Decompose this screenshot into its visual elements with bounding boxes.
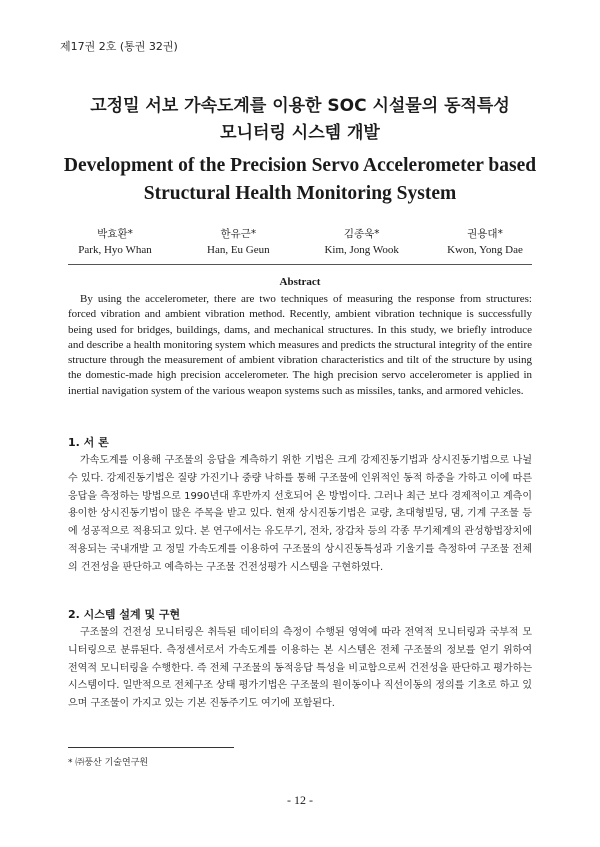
section-1-text: 가속도계를 이용해 구조물의 응답을 계측하기 위한 기법은 크게 강제진동기법과 상시진동기법으로 나뉠 수 있다. 강제진동기법은 질량 가진기나 중량 낙하를 통해 구조물에 인위적인 동적 하중을 가하고 이에 따른 응답을 측정하는 방법으로 1990년대 후반까지 선호되어 온 방법이다. 그러나 최근 보다 경제적이고 계측이 용이한 상시진동기법이 많은 주목을 받고 있다. 현재 상시진동기법은 교량, 초대형빌딩, 댐, 기계 구조물 등에 성공적으로 적용되고 있다. 본 연구에서는 유도무기, 전차, 장갑차 등의 각종 무기체계의 관성항법장치에 적용되는 국내개발 고 정밀 가속도계를 이용하여 구조물의 상시진동특성과 기울기를 측정하여 구조물 전체의 건전성을 판단하고 예측하는 구조물 건전성평가 시스템을 구현하였다.	[68, 455, 532, 573]
korean-title-line1: 고정밀 서보 가속도계를 이용한 SOC 시설물의 동적특성	[90, 96, 510, 116]
author-name-korean: 권용대*	[467, 228, 503, 240]
page-number: - 12 -	[287, 793, 313, 807]
korean-title	[40, 93, 560, 147]
author-3	[307, 226, 417, 258]
author-list	[60, 226, 540, 258]
author-name-korean: 김종욱*	[343, 228, 380, 240]
english-title-line1: Development of the Precision Servo Accelerometer based	[63, 155, 537, 176]
author-1	[60, 226, 170, 258]
title-divider	[68, 264, 532, 265]
abstract-text: By using the accelerometer, there are two techniques of measuring the response from structures: forced vibration and ambient vibration method. Recently, ambient vibration technique is successfully being used for bridges, buildings, dams, and mechanical structures. In this study, we briefly introduce and describe a health monitoring system which measures and predicts the structural integrity of the entire structure through the measurement of ambient vibration characteristics and tilt of the structure by using the domestic-made high precision accelerometer. The high precision servo accelerometer is applied in inertial navigation system of the various weapon systems such as missiles, tanks, and armored vehicles.	[68, 293, 532, 397]
journal-volume: 제17권 2호 (통권 32권)	[60, 40, 178, 53]
author-name-korean: 한유근*	[220, 228, 257, 240]
korean-title-line2: 모니터링 시스템 개발	[220, 123, 380, 143]
affiliation-footnote: * ㈜풍산 기술연구원	[68, 758, 149, 768]
author-name-korean: 박효환*	[97, 228, 133, 240]
section-2-text: 구조물의 건전성 모니터링은 취득된 데이터의 측정이 수행된 영역에 따라 전역적 모니터링과 국부적 모니터링으로 분류된다. 측정센서로서 가속도계를 이용하는 본 시스템은 전체 구조물의 정보를 얻기 위하여 전역적 모니터링을 수행한다. 즉 전체 구조물의 동적응답 특성을 비교함으로써 건전성을 판단하고 평가하는 시스템이다. 일반적으로 전체구조 상태 평가기법은 구조물의 원이동이나 직선이동의 정의를 기초로 하고 있으며 구조물이 가지고 있는 기본 진동주기도 여기에 포함된다.	[68, 627, 532, 710]
author-4	[430, 226, 540, 258]
english-title	[40, 152, 560, 208]
section-1-heading: 1. 서 론	[68, 436, 109, 449]
author-name-english: Han, Eu Geun	[207, 244, 270, 256]
author-name-english: Park, Hyo Whan	[78, 244, 152, 256]
footnote-divider	[68, 747, 234, 748]
author-2	[183, 226, 293, 258]
english-title-line2: Structural Health Monitoring System	[143, 183, 457, 204]
abstract-heading: Abstract	[279, 276, 321, 288]
author-name-english: Kwon, Yong Dae	[447, 244, 523, 256]
author-name-english: Kim, Jong Wook	[324, 244, 399, 256]
section-2-heading: 2. 시스템 설계 및 구현	[68, 608, 181, 621]
